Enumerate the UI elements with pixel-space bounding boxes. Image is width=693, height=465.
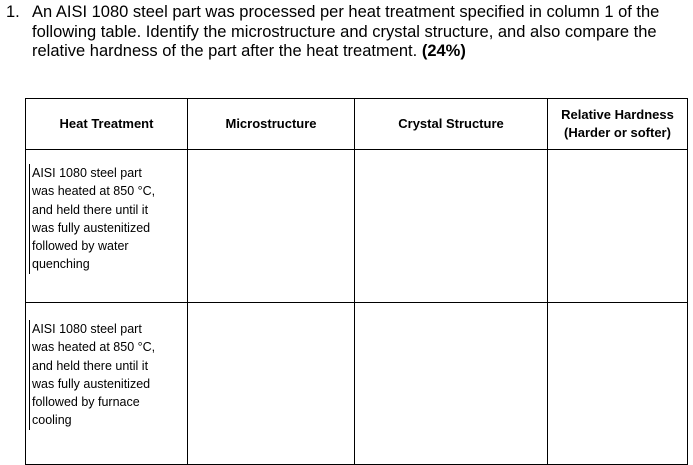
heat-treatment-text: AISI 1080 steel part was heated at 850 °C, and held there until it was fully austenitized followed by water quenching: [29, 164, 187, 274]
heat-treatment-table: [25, 98, 688, 465]
table-header-row: [26, 99, 688, 150]
question-body: [32, 3, 686, 62]
question-text: An AISI 1080 steel part was processed per heat treatment specified in column 1 of the following table. Identify the microstructure and crystal structure, and also compare the relative hardness of the part after the heat treatment.: [32, 3, 660, 60]
header-relative-hardness: Relative Hardness (Harder or softer): [548, 99, 688, 150]
relative-hardness-answer-cell[interactable]: [548, 303, 688, 465]
crystal-structure-answer-cell[interactable]: [355, 303, 548, 465]
table-row: [26, 150, 688, 303]
microstructure-answer-cell[interactable]: [188, 303, 355, 465]
relative-hardness-answer-cell[interactable]: [548, 150, 688, 303]
question-points: (24%): [421, 42, 466, 60]
question-number: 1.: [6, 3, 20, 21]
table-row: [26, 303, 688, 465]
question: [6, 3, 686, 62]
header-heat-treatment: Heat Treatment: [26, 99, 188, 150]
heat-treatment-cell: [26, 150, 188, 303]
heat-treatment-cell: [26, 303, 188, 465]
header-crystal-structure: Crystal Structure: [355, 99, 548, 150]
heat-treatment-text: AISI 1080 steel part was heated at 850 °C, and held there until it was fully austenitized followed by furnace cooling: [29, 320, 187, 430]
crystal-structure-answer-cell[interactable]: [355, 150, 548, 303]
microstructure-answer-cell[interactable]: [188, 150, 355, 303]
header-microstructure: Microstructure: [188, 99, 355, 150]
